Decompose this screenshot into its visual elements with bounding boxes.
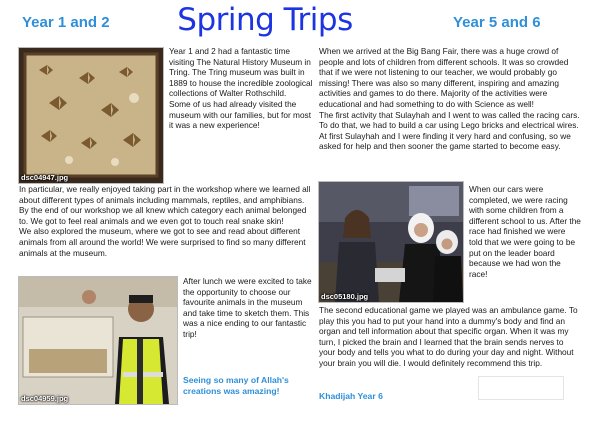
quote-allah-creations: Seeing so many of Allah's creations was amazing!: [183, 375, 289, 396]
lunch-text-block: [183, 276, 313, 340]
big-bang-fair-image: [319, 182, 463, 302]
big-bang-text-block: [319, 46, 581, 152]
cars-paragraph: When our cars were completed, we were racing with some children from a different school to us. After the race had finished we were told that we were going to be put on the leader board because we had won the race!: [469, 184, 581, 279]
workshop-text-block: [19, 184, 313, 258]
arrival-paragraph: When we arrived at the Big Bang Fair, there was a huge crowd of people and lots of children from different schools. It was so crowded that if we were not listening to our teacher, we would probably go missing! There was also so many different, inspiring and amazing activities and games to do there. Majority of the activities were educational and had something to do with Science as well!: [319, 46, 569, 109]
intro-paragraph: Year 1 and 2 had a fantastic time visiting The Natural History Museum in Tring. The Tring museum was built in 1889 to house the incredible zoological collections of Walter Rothschild.: [169, 46, 313, 99]
photo2-caption: dsc04959.jpg: [21, 394, 69, 403]
racing-paragraph: The first activity that Sulayhah and I went to was called the racing cars. To do that, we had to build a car using Lego bricks and electrical wires. At first Sulayhah and I were finding it very hard and confusing, so we asked for help and then sooner the game started to become easy.: [319, 109, 580, 152]
workshop-paragraph: In particular, we really enjoyed taking part in the workshop where we learned all about different types of animals including mammals, reptiles, and amphibians. By the end of our workshop we all knew which category each animal belonged to. We got to feel real animals and we even got to touch real snake skin!: [19, 184, 311, 226]
explored-paragraph: We also explored the museum, where we got to see and read about different animals from all around the world! We were surprised to find so many different animals at the museum.: [19, 226, 306, 258]
photo-butterflies: [18, 47, 164, 184]
cars-text-block: [469, 184, 581, 279]
butterfly-display-image: [19, 48, 163, 183]
page-title: Spring Trips: [177, 2, 353, 38]
intro-text-block: [169, 46, 313, 131]
author-credit: Khadijah Year 6: [319, 391, 383, 401]
empty-box: [478, 376, 564, 400]
ambulance-text-block: [319, 305, 581, 369]
header-year-5-6: Year 5 and 6: [453, 14, 541, 31]
ambulance-paragraph: The second educational game we played was an ambulance game. To play this you had to put your hand into a dummy's body and find an organ and tell information about that specific organ. When it was my turn, I picked the brain and I learned that the brain sends nerves to your body and tells you what to do during your day and night. Without your brain you will die. I would definitely recommend this trip.: [319, 305, 578, 368]
photo1-caption: dsc04947.jpg: [21, 173, 69, 182]
lunch-paragraph: After lunch we were excited to take the opportunity to choose our favourite animals in the museum and take time to sketch them. This was a nice ending to our fantastic trip!: [183, 276, 312, 339]
photo-big-bang-fair: [318, 181, 464, 303]
header-year-1-2: Year 1 and 2: [22, 14, 110, 31]
photo3-caption: dsc05180.jpg: [321, 292, 369, 301]
photo-museum-visit: [18, 276, 178, 405]
museum-visit-image: [19, 277, 177, 404]
visited-paragraph: Some of us had already visited the museum with our families, but for most it was a new experience!: [169, 98, 312, 131]
